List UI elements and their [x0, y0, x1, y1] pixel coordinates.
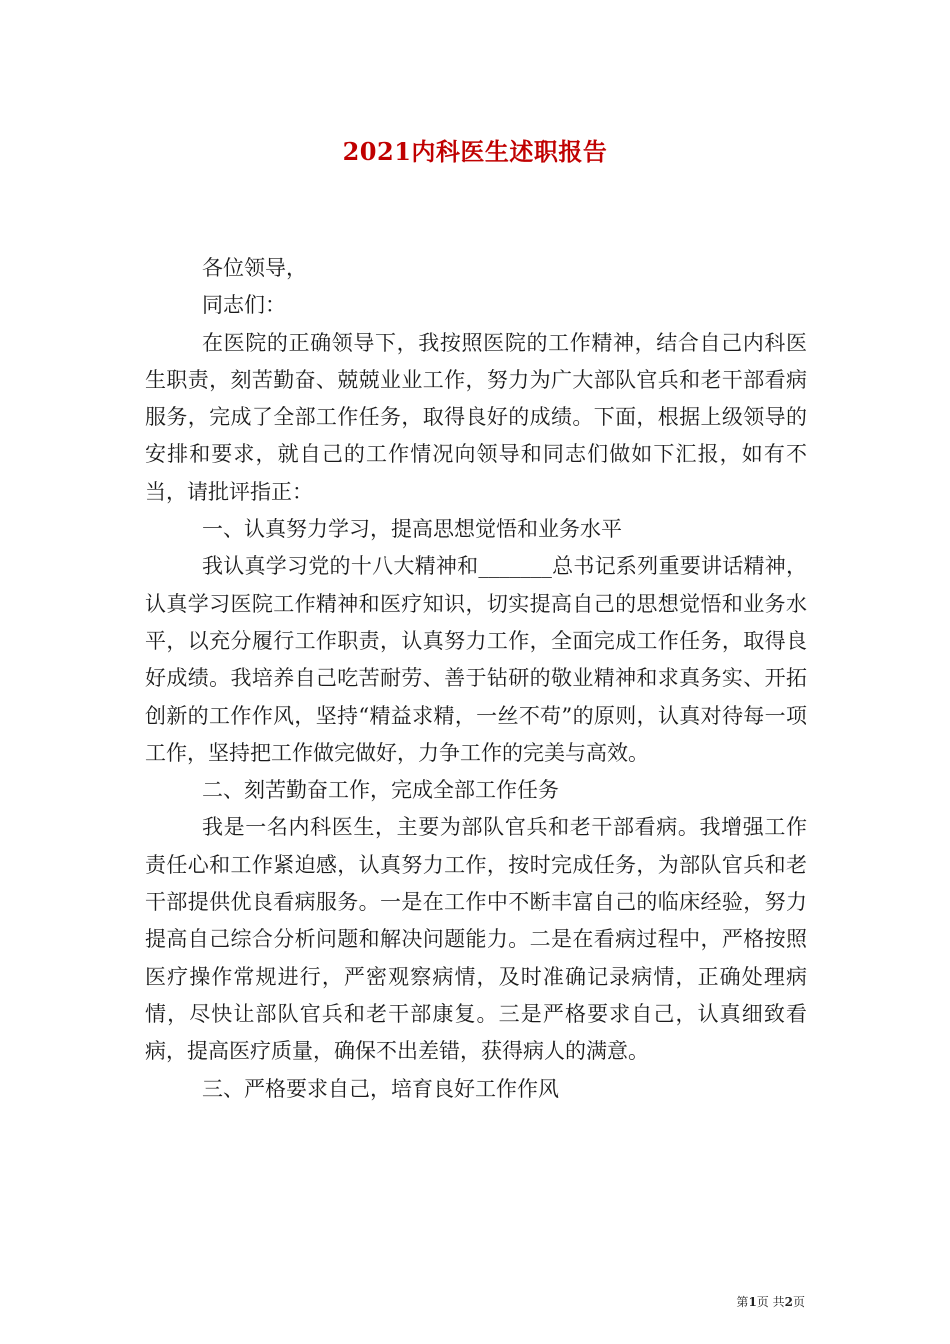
document-title: 2021内科医生述职报告 — [342, 137, 608, 166]
salutation-comrades: 同志们： — [202, 293, 286, 318]
total-page-number: 2 — [784, 1295, 793, 1309]
page-suffix: 页 — [792, 1295, 805, 1309]
page-middle: 页 共 — [756, 1295, 785, 1309]
page-number-footer — [736, 1293, 805, 1310]
section-heading-3: 三、严格要求自己，培育良好工作作风 — [202, 1076, 559, 1101]
document-body — [145, 250, 807, 1108]
section-1-paragraph: 我认真学习党的十八大精神和_______总书记系列重要讲话精神，认真学习医院工作精神和医疗知识，切实提高自己的思想觉悟和业务水平，以充分履行工作职责，认真努力工作，全面完成工作任务，取得良好成绩。我培养自己吃苦耐劳、善于钻研的敬业精神和求真务实、开拓创新的工作作风，坚持“精益求精，一丝不苟”的原则，认真对待每一项工作，坚持把工作做完做好，力争工作的完美与高效。 — [145, 554, 807, 765]
intro-paragraph: 在医院的正确领导下，我按照医院的工作精神，结合自己内科医生职责，刻苦勤奋、兢兢业业工作，努力为广大部队官兵和老干部看病服务，完成了全部工作任务，取得良好的成绩。下面，根据上级领导的安排和要求，就自己的工作情况向领导和同志们做如下汇报，如有不当，请批评指正： — [145, 330, 807, 504]
current-page-number: 1 — [748, 1295, 757, 1309]
section-heading-1: 一、认真努力学习，提高思想觉悟和业务水平 — [202, 517, 622, 542]
page-prefix: 第 — [736, 1295, 749, 1309]
salutation-leaders: 各位领导， — [202, 256, 307, 280]
section-heading-2: 二、刻苦勤奋工作，完成全部工作任务 — [202, 778, 559, 803]
section-2-paragraph: 我是一名内科医生，主要为部队官兵和老干部看病。我增强工作责任心和工作紧迫感，认真努力工作，按时完成任务，为部队官兵和老干部提供优良看病服务。一是在工作中不断丰富自己的临床经验，努力提高自己综合分析问题和解决问题能力。二是在看病过程中，严格按照医疗操作常规进行，严密观察病情，及时准确记录病情，正确处理病情，尽快让部队官兵和老干部康复。三是严格要求自己，认真细致看病，提高医疗质量，确保不出差错，获得病人的满意。 — [145, 815, 807, 1064]
